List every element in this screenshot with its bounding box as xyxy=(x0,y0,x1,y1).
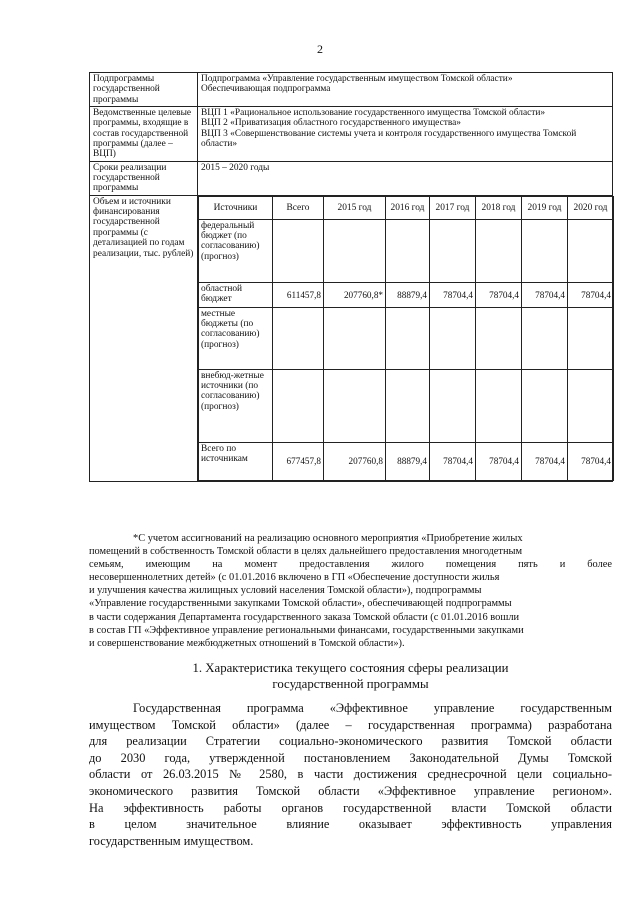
vcp-row xyxy=(90,107,613,162)
value-cell xyxy=(430,219,476,282)
value-cell: 78704,4 xyxy=(476,282,522,307)
section-heading-line: государственной программы xyxy=(272,676,429,691)
header-cell: 2018 год xyxy=(476,196,522,219)
source-cell: федеральный бюджет (по согласованию) (прогноз) xyxy=(199,219,273,282)
value-cell: 78704,4 xyxy=(568,442,614,480)
value-cell: 78704,4 xyxy=(476,442,522,480)
footnote-line: и совершенствование межбюджетных отношений в Томской области»). xyxy=(89,637,405,649)
program-passport-table xyxy=(89,72,613,482)
header-cell: 2015 год xyxy=(324,196,386,219)
body-line: до 2030 года, утвержденной постановлением Законодательной Думы Томской xyxy=(89,750,612,765)
vcp-value xyxy=(198,107,613,162)
terms-label: Сроки реализации государственной программы xyxy=(90,161,198,195)
body-line: имуществом Томской области» (далее – государственная программа) разработана xyxy=(89,717,612,732)
value-cell xyxy=(430,307,476,369)
subprogram-item: Обеспечивающая подпрограмма xyxy=(201,84,331,95)
value-cell: 78704,4 xyxy=(522,282,568,307)
header-cell: 2019 год xyxy=(522,196,568,219)
value-cell xyxy=(386,219,430,282)
body-line: для реализации Стратегии социально-экономического развития Томской области xyxy=(89,734,612,749)
body-line: Государственная программа «Эффективное управление государственным xyxy=(133,701,612,715)
value-cell xyxy=(568,307,614,369)
header-cell: 2016 год xyxy=(386,196,430,219)
subprograms-label: Подпрограммы государственной программы xyxy=(90,73,198,107)
source-cell: местные бюджеты (по согласованию) (прогноз) xyxy=(199,307,273,369)
body-line: На эффективность работы органов государственной власти Томской области xyxy=(89,800,612,815)
value-cell xyxy=(324,369,386,442)
terms-value: 2015 – 2020 годы xyxy=(198,161,613,195)
subprogram-item: Подпрограмма «Управление государственным имуществом Томской области» xyxy=(201,74,513,84)
vcp-item: ВЦП 1 «Рациональное использование государственного имущества Томской области» xyxy=(201,108,546,119)
financing-row-local xyxy=(199,307,614,369)
value-cell: 78704,4 xyxy=(522,442,568,480)
value-cell xyxy=(324,219,386,282)
financing-row xyxy=(90,195,613,481)
footnote-line: в состав ГП «Эффективное управление региональными финансами, государственными закупками xyxy=(89,624,524,636)
value-cell xyxy=(386,369,430,442)
source-cell: внебюд-жетные источники (по согласованию) (прогноз) xyxy=(199,369,273,442)
value-cell xyxy=(386,307,430,369)
value-cell xyxy=(568,369,614,442)
value-cell xyxy=(430,369,476,442)
value-cell xyxy=(522,307,568,369)
value-cell: 78704,4 xyxy=(430,282,476,307)
vcp-item: ВЦП 2 «Приватизация областного государственного имущества» xyxy=(201,118,461,129)
header-cell: Всего xyxy=(273,196,324,219)
section-heading xyxy=(89,661,612,692)
value-cell xyxy=(522,219,568,282)
header-cell: 2017 год xyxy=(430,196,476,219)
footnote xyxy=(89,532,612,650)
financing-header-row xyxy=(199,196,614,219)
financing-label: Объем и источники финансирования государственной программы (с детализацией по годам реализации, тыс. рублей) xyxy=(90,195,198,481)
value-cell: 88879,4 xyxy=(386,282,430,307)
value-cell xyxy=(476,219,522,282)
body-line: в целом значительное влияние оказывает эффективность управления xyxy=(89,817,612,832)
value-cell xyxy=(476,369,522,442)
value-cell xyxy=(273,307,324,369)
footnote-line: в части содержания Департамента государственного заказа Томской области (с 01.01.2016 вошли xyxy=(89,611,520,623)
value-cell: 78704,4 xyxy=(568,282,614,307)
source-cell: областной бюджет xyxy=(199,282,273,307)
value-cell: 207760,8* xyxy=(324,282,386,307)
value-cell xyxy=(476,307,522,369)
footnote-line: помещений в собственность Томской области в целях дальнейшего предоставления многодетным xyxy=(89,546,523,558)
value-cell xyxy=(273,369,324,442)
terms-row xyxy=(90,161,613,195)
subprograms-row xyxy=(90,73,613,107)
footnote-line: несовершеннолетних детей» (с 01.01.2016 включено в ГП «Обеспечение доступности жилья xyxy=(89,572,500,584)
body-line: экономического развития Томской области «Эффективное управление регионом». xyxy=(89,783,612,798)
value-cell xyxy=(568,219,614,282)
body-line: области от 26.03.2015 № 2580, в части достижения среднесрочной цели социально- xyxy=(89,767,612,782)
value-cell xyxy=(273,219,324,282)
value-cell xyxy=(522,369,568,442)
value-cell: 677457,8 xyxy=(273,442,324,480)
vcp-item: ВЦП 3 «Совершенствование системы учета и контроля государственного имущества Томской области» xyxy=(201,128,577,150)
financing-row-total xyxy=(199,442,614,480)
value-cell: 88879,4 xyxy=(386,442,430,480)
footnote-line: *С учетом ассигнований на реализацию основного мероприятия «Приобретение жилых xyxy=(133,533,523,544)
value-cell xyxy=(324,307,386,369)
footnote-line: и улучшения качества жилищных условий населения Томской области»), подпрограммы xyxy=(89,585,482,597)
value-cell: 207760,8 xyxy=(324,442,386,480)
financing-row-extrabudget xyxy=(199,369,614,442)
header-cell: Источники xyxy=(199,196,273,219)
financing-row-regional xyxy=(199,282,614,307)
body-line: государственным имуществом. xyxy=(89,833,254,848)
financing-table xyxy=(198,196,614,481)
source-cell: Всего по источникам xyxy=(199,442,273,480)
footnote-line: «Управление государственными закупками Томской области», обеспечивающей подпрограммы xyxy=(89,598,512,610)
page-number: 2 xyxy=(317,42,323,56)
section-heading-line: 1. Характеристика текущего состояния сферы реализации xyxy=(192,661,509,675)
subprograms-value xyxy=(198,73,613,107)
footnote-line: семьям, имеющим на момент предоставления жилого помещения пять и более xyxy=(89,559,612,571)
header-cell: 2020 год xyxy=(568,196,614,219)
financing-value xyxy=(198,195,613,481)
section-body xyxy=(89,700,612,849)
financing-row-federal xyxy=(199,219,614,282)
value-cell: 78704,4 xyxy=(430,442,476,480)
vcp-label: Ведомственные целевые программы, входящие в состав государственной программы (далее – ВЦП) xyxy=(90,107,198,162)
value-cell: 611457,8 xyxy=(273,282,324,307)
